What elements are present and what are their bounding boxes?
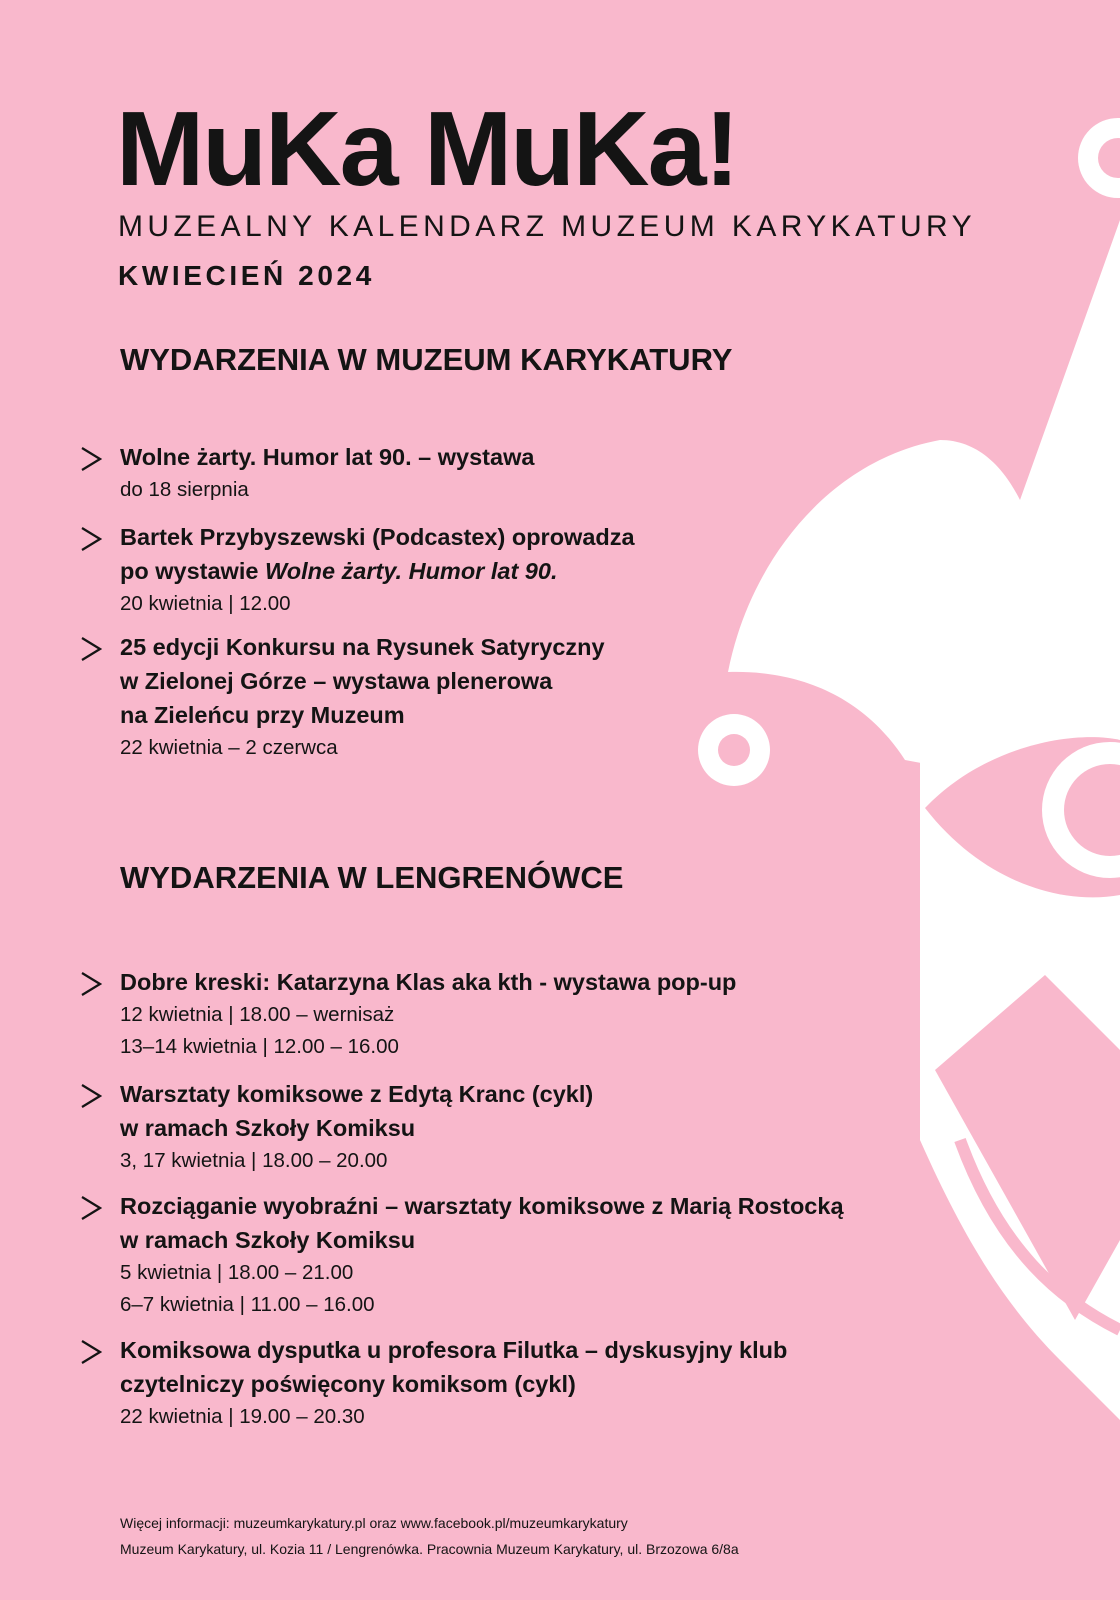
poster-month: KWIECIEŃ 2024: [118, 260, 375, 291]
event-title: Warsztaty komiksowe z Edytą Kranc (cykl): [120, 1081, 594, 1107]
chevron-right-icon: [80, 526, 102, 552]
event-date: 6–7 kwietnia | 11.00 – 16.00: [120, 1293, 375, 1316]
event-title-line-2: w Zielonej Górze – wystawa plenerowa: [120, 668, 553, 694]
event-title-italic: Wolne żarty. Humor lat 90.: [264, 558, 558, 584]
event-date: 13–14 kwietnia | 12.00 – 16.00: [120, 1035, 399, 1058]
event-date: 12 kwietnia | 18.00 – wernisaż: [120, 1003, 395, 1026]
footer-addresses: Muzeum Karykatury, ul. Kozia 11 / Lengrenówka. Pracownia Muzeum Karykatury, ul. Brzozowa 6/8a: [120, 1541, 739, 1557]
event-title-line-2: w ramach Szkoły Komiksu: [120, 1227, 416, 1253]
event-title-line-3: na Zieleńcu przy Muzeum: [120, 702, 405, 728]
event-title-line-2: [120, 554, 557, 588]
footer-more-info: Więcej informacji: muzeumkarykatury.pl oraz www.facebook.pl/muzeumkarykatury: [120, 1515, 628, 1531]
event-title-line-2: w ramach Szkoły Komiksu: [120, 1115, 416, 1141]
chevron-right-icon: [80, 1339, 102, 1365]
event-title: Komiksowa dysputka u profesora Filutka – dyskusyjny klub: [120, 1337, 788, 1363]
event-title: Wolne żarty. Humor lat 90. – wystawa: [120, 444, 535, 470]
event-title: 25 edycji Konkursu na Rysunek Satyryczny: [120, 634, 605, 660]
chevron-right-icon: [80, 1083, 102, 1109]
event-title-line-2: czytelniczy poświęcony komiksom (cykl): [120, 1371, 576, 1397]
event-date: 20 kwietnia | 12.00: [120, 592, 291, 615]
event-title: Bartek Przybyszewski (Podcastex) oprowadza: [120, 524, 635, 550]
event-title: Dobre kreski: Katarzyna Klas aka kth - wystawa pop-up: [120, 969, 737, 995]
event-title-prefix: po wystawie: [120, 558, 265, 584]
poster-title: MuKa MuKa!: [116, 90, 738, 208]
footer: [120, 1510, 739, 1562]
chevron-right-icon: [80, 636, 102, 662]
chevron-right-icon: [80, 446, 102, 472]
event-title: Rozciąganie wyobraźni – warsztaty komiksowe z Marią Rostocką: [120, 1193, 844, 1219]
section-heading-lengrenowka: WYDARZENIA W LENGRENÓWCE: [120, 860, 624, 895]
event-date: 5 kwietnia | 18.00 – 21.00: [120, 1261, 354, 1284]
event-date: 22 kwietnia – 2 czerwca: [120, 736, 338, 759]
chevron-right-icon: [80, 1195, 102, 1221]
event-date: 22 kwietnia | 19.00 – 20.30: [120, 1405, 365, 1428]
poster-subtitle: MUZEALNY KALENDARZ MUZEUM KARYKATURY: [118, 210, 976, 243]
event-date: do 18 sierpnia: [120, 478, 249, 501]
event-date: 3, 17 kwietnia | 18.00 – 20.00: [120, 1149, 388, 1172]
chevron-right-icon: [80, 971, 102, 997]
section-heading-museum: WYDARZENIA W MUZEUM KARYKATURY: [120, 342, 733, 377]
